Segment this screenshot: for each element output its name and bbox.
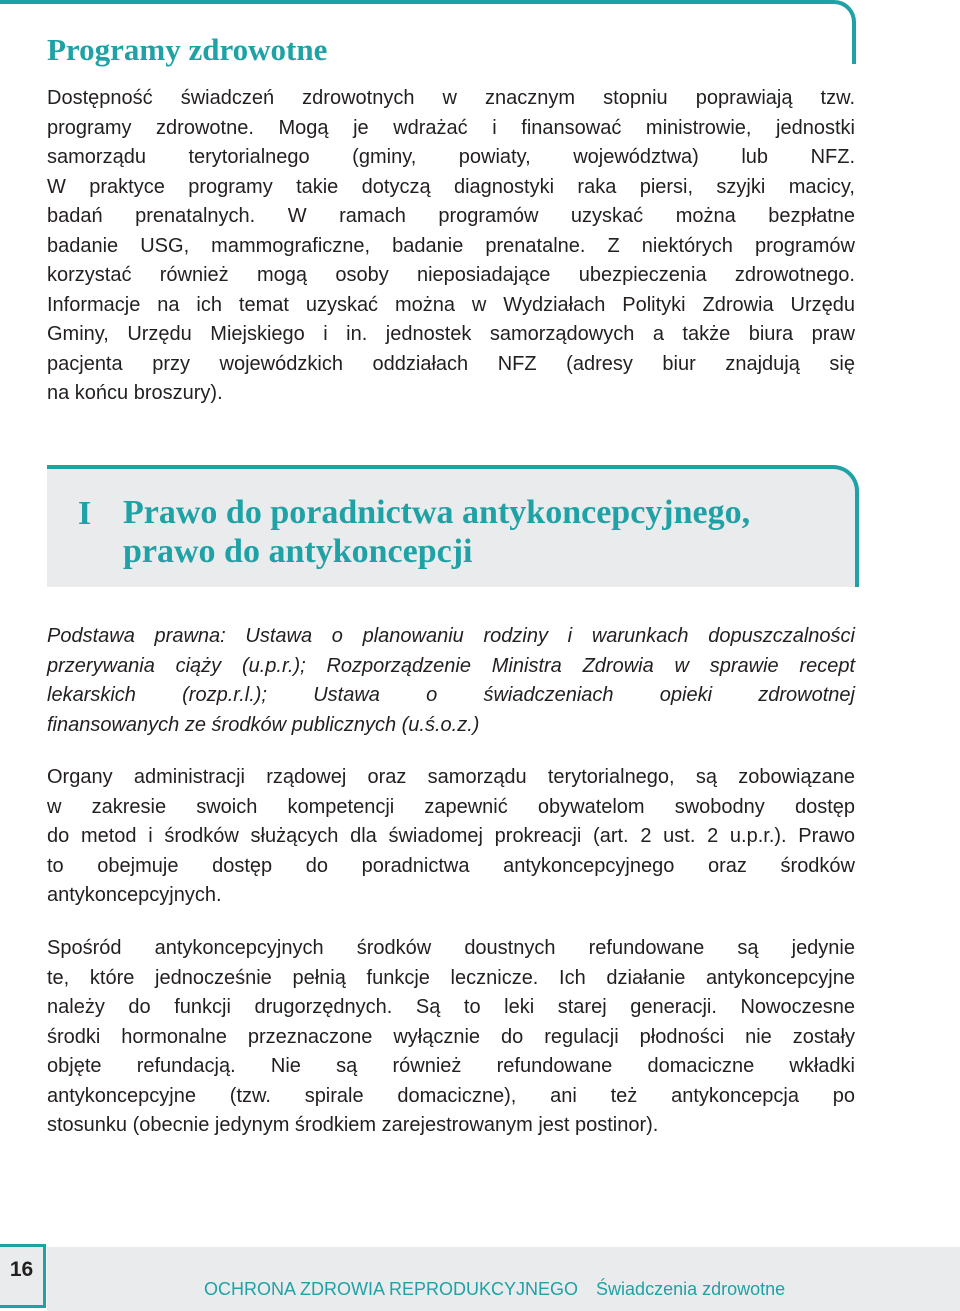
- title-line: Prawo do poradnictwa antykoncepcyjnego,: [123, 494, 751, 531]
- text-line: Gminy, Urzędu Miejskiego i in. jednostek samorządowych a także biura praw: [47, 323, 855, 345]
- text-line: Dostępność świadczeń zdrowotnych w znacznym stopniu poprawiają tzw.: [47, 87, 855, 109]
- page-number: 16: [0, 1244, 46, 1308]
- intro-paragraph: [47, 84, 855, 409]
- text-line: W praktyce programy takie dotyczą diagnostyki raka piersi, szyjki macicy,: [47, 175, 855, 198]
- legal-basis: [47, 622, 855, 740]
- text-line: do metod i środków służących dla świadomej prokreacji (art. 2 ust. 2 u.p.r.). Prawo: [47, 825, 855, 847]
- section-number: I: [78, 495, 92, 532]
- publication-title: OCHRONA ZDROWIA REPRODUKCYJNEGO: [204, 1279, 579, 1299]
- text-line: pacjenta przy wojewódzkich oddziałach NFZ (adresy biur znajdują się: [47, 352, 855, 375]
- text-line: przerywania ciąży (u.p.r.); Rozporządzenie Ministra Zdrowia w sprawie recept: [47, 654, 855, 677]
- text-line: te, które jednocześnie pełnią funkcje lecznicze. Ich działanie antykoncepcyjne: [47, 966, 855, 989]
- section-title: Programy zdrowotne: [47, 32, 328, 67]
- running-footer: [204, 1277, 785, 1301]
- chapter-title: Świadczenia zdrowotne: [596, 1279, 786, 1299]
- text-line: lekarskich (rozp.r.l.); Ustawa o świadczeniach opieki zdrowotnej: [47, 684, 855, 706]
- text-line: samorządu terytorialnego (gminy, powiaty, województwa) lub NFZ.: [47, 146, 855, 168]
- text-line: badań prenatalnych. W ramach programów uzyskać można bezpłatne: [47, 205, 855, 227]
- text-line: w zakresie swoich kompetencji zapewnić obywatelom swobodny dostęp: [47, 795, 855, 818]
- body-paragraph: [47, 934, 855, 1141]
- text-line: korzystać również mogą osoby nieposiadające ubezpieczenia zdrowotnego.: [47, 264, 855, 286]
- text-line: antykoncepcyjne (tzw. spirale domaciczne), ani też antykoncepcja po: [47, 1084, 855, 1107]
- text-line: programy zdrowotne. Mogą je wdrażać i finansować ministrowie, jednostki: [47, 116, 855, 139]
- text-line: to obejmuje dostęp do poradnictwa antykoncepcyjnego oraz środków: [47, 854, 855, 877]
- text-line: Informacje na ich temat uzyskać można w Wydziałach Polityki Zdrowia Urzędu: [47, 293, 855, 316]
- text-line: Organy administracji rządowej oraz samorządu terytorialnego, są zobowiązane: [47, 766, 855, 788]
- section-title: [123, 493, 750, 571]
- title-line: prawo do antykoncepcji: [123, 533, 473, 570]
- text-line: Spośród antykoncepcyjnych środków doustnych refundowane są jedynie: [47, 937, 855, 959]
- text-line: antykoncepcyjnych.: [47, 884, 222, 906]
- text-line: Podstawa prawna: Ustawa o planowaniu rodziny i warunkach dopuszczalności: [47, 625, 855, 647]
- text-line: finansowanych ze środków publicznych (u.ś.o.z.): [47, 713, 480, 736]
- text-line: stosunku (obecnie jedynym środkiem zarejestrowanym jest postinor).: [47, 1114, 659, 1136]
- text-line: środki hormonalne przeznaczone wyłącznie do regulacji płodności nie zostały: [47, 1025, 855, 1048]
- text-line: na końcu broszury).: [47, 382, 223, 404]
- text-line: badanie USG, mammograficzne, badanie prenatalne. Z niektórych programów: [47, 234, 855, 257]
- body-paragraph: [47, 763, 855, 911]
- text-line: należy do funkcji drugorzędnych. Są to leki starej generacji. Nowoczesne: [47, 996, 855, 1018]
- text-line: objęte refundacją. Nie są również refundowane domaciczne wkładki: [47, 1055, 855, 1077]
